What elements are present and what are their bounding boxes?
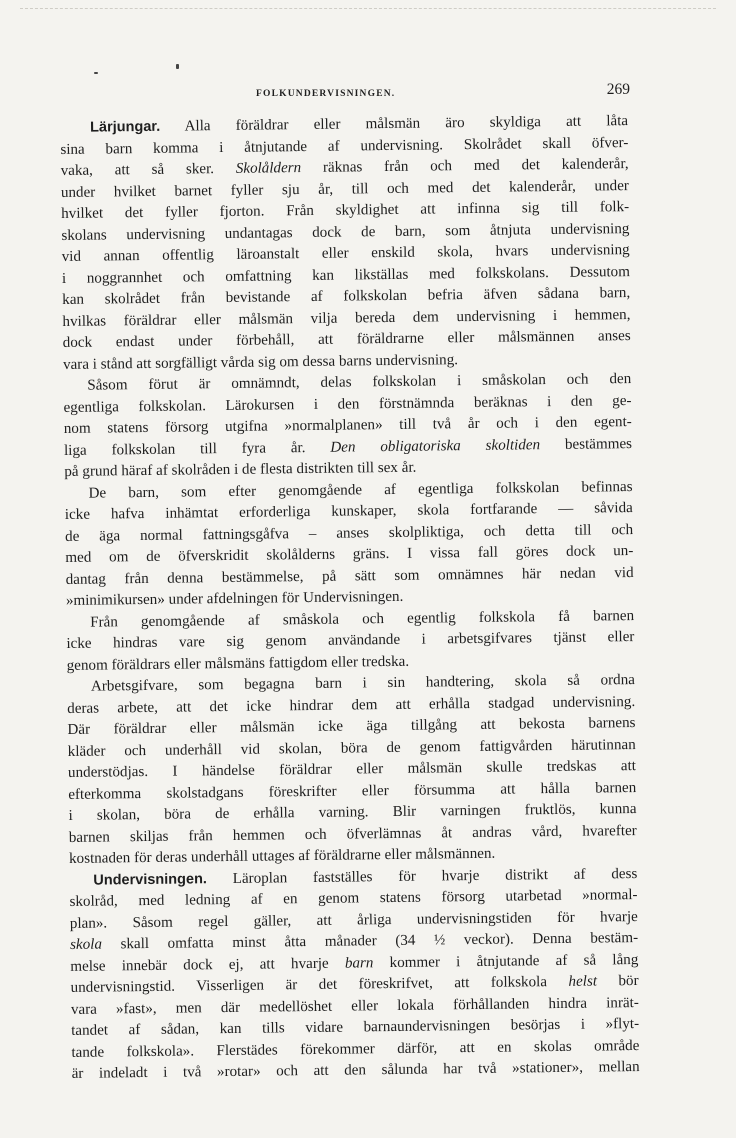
emphasis-term: barn	[344, 954, 374, 972]
text-line: kan skolrådet från bevistande af folkskolan befria äfven sådana barn,	[62, 285, 631, 308]
text-line: icke hafva inhämtat erforderliga kunskaper, skola fortfarande — såvida	[64, 500, 633, 523]
text-line: undervisningstid. Visserligen är det föreskrifvet, att folkskola helst bör	[70, 972, 639, 996]
text-line: på grund häraf af skolråden i de flesta distrikten till sex år.	[64, 459, 417, 480]
page-header	[86, 81, 630, 103]
text-line: tandet af sådan, kan tills vidare barnaundervisningen besörjas i »flyt-	[71, 1015, 640, 1039]
text-line: vara »fast», men där medellöshet eller lokala förhållanden hindra inrät-	[70, 994, 639, 1018]
running-head: FOLKUNDERVISNINGEN.	[256, 89, 396, 99]
text-line: skolans undervisning undantagas dock de barn, som åtnjuta undervisning	[61, 220, 630, 244]
paragraph	[60, 111, 631, 376]
text-line: genom föräldrars eller målsmäns fattigdom eller tredska.	[66, 653, 410, 674]
text-line: hvilkas föräldrar eller målsmän vilja bereda dem undervisning i hemmen,	[62, 306, 631, 330]
text-line: skola skall omfatta minst åtta månader (34 ½ veckor). Denna bestäm-	[70, 929, 639, 953]
text-line: skolråd, med ledning af en genom statens försorg utarbetad »normal-	[69, 887, 638, 910]
print-speck	[176, 64, 179, 69]
emphasis-term: helst	[568, 973, 598, 990]
text-line: Lärjungar. Alla föräldrar eller målsmän äro skyldiga att låta	[90, 113, 629, 136]
text-line: Där föräldrar eller målsmän icke äga tillgång att bekosta barnens	[67, 715, 636, 738]
paragraph	[64, 477, 634, 613]
text-line: kostnaden för deras underhåll uttages af föräldrarne eller målsmännen.	[68, 845, 496, 867]
text-line: Arbetsgifvare, som begagna barn i sin handtering, skola så ordna	[90, 672, 636, 695]
text-line: De barn, som efter genomgående af egentliga folkskolan befinnas	[88, 478, 633, 502]
text-line: plan». Såsom regel gäller, att årliga undervisningstiden för hvarje	[69, 908, 638, 932]
text-line: Undervisningen. Läroplan fastställes för hvarje distrikt af dess	[93, 865, 638, 889]
text-line: dantag från denna bestämmelse, på sätt som omnämnes här nedan vid	[65, 564, 634, 588]
text-line: vid annan offentlig läroanstalt eller enskild skola, hvars undervisning	[61, 242, 630, 265]
text-line: vaka, att så sker. Skolåldern räknas från och med det kalenderår,	[60, 156, 629, 179]
text-line: är indeladt i två »rotar» och att den sålunda har två »stationer», mellan	[71, 1058, 640, 1082]
text-line: barnen skiljas från hemmen och öfverlämnas åt andras vård, hvarefter	[68, 822, 637, 846]
text-line: Från genomgående af småskola och egentlig folkskola få barnen	[90, 607, 635, 631]
emphasis-term: Den obligatoriska skoltiden	[330, 436, 541, 456]
paragraph	[66, 606, 635, 677]
section-heading-larjungar: Lärjungar.	[90, 118, 161, 136]
text-line: vara i stånd att sorgfälligt vårda sig om dessa barns undervisning.	[62, 351, 459, 373]
text-line: liga folkskolan till fyra år. Den obligatoriska skoltiden bestämmes	[63, 435, 633, 459]
text-line: tande folkskola». Flerstädes förekommer därför, att en skolas område	[71, 1037, 640, 1061]
print-speck	[94, 72, 98, 74]
text-line: deras arbete, att det icke hindrar dem att erhålla stadgad undervisning.	[67, 693, 636, 717]
text-line: med om de öfverskridit skolålderns gräns. I vissa fall göres dock un-	[65, 543, 634, 566]
section-heading-undervisningen: Undervisningen.	[93, 870, 208, 889]
page-number: 269	[606, 81, 630, 98]
text-line: de äga normal fattningsgåfva – anses skolpliktiga, och detta till och	[65, 521, 634, 545]
text-line: Såsom förut är omnämndt, delas folkskolan i småskolan och den	[87, 371, 632, 394]
text-line: melse innebär dock ej, att hvarje barn kommer i åtnjutande af så lång	[70, 951, 639, 975]
text-line: understödjas. I händelse föräldrar eller målsmän skulle tredskas att	[67, 758, 637, 781]
text-line: hvilket det fyller fjorton. Från skyldighet att infinna sig till folk-	[61, 199, 630, 222]
paragraph	[67, 670, 637, 870]
scan-edge-line	[20, 8, 716, 9]
paragraph	[69, 864, 640, 1086]
text-line: efterkomma skolstadgans föreskrifter eller försumma att hålla barnen	[68, 779, 637, 803]
text-line: »minimikursen» under afdelningen för Undervisningen.	[65, 588, 404, 609]
text-line: i noggrannhet och omfattning kan likställas med folkskolans. Dessutom	[61, 263, 631, 287]
text-line: under hvilket barnet fyller sju år, till och med det kalenderår, under	[60, 177, 629, 201]
text-line: i skolan, böra de erhålla varning. Blir varningen fruktlös, kunna	[68, 801, 637, 824]
text-line: kläder och underhåll vid skolan, böra de genom fattigvården härutinnan	[67, 736, 636, 760]
text-line: dock endast under förbehåll, att föräldrarne eller målsmännen anses	[62, 328, 631, 351]
paragraph	[63, 369, 632, 483]
emphasis-term: skola	[70, 936, 103, 953]
text-line: icke hindras vare sig genom användande i arbetsgifvares tjänst eller	[66, 629, 635, 652]
text-line: sina barn komma i åtnjutande af undervisning. Skolrådet skall öfver-	[60, 134, 629, 158]
body-text	[60, 111, 640, 1085]
text-line: nom statens försorg utgifna »normalplanen» till två år och i den egent-	[63, 414, 632, 437]
text-line: egentliga folkskolan. Lärokursen i den förstnämnda beräknas i den ge-	[63, 392, 632, 416]
emphasis-term: Skolåldern	[235, 160, 302, 177]
